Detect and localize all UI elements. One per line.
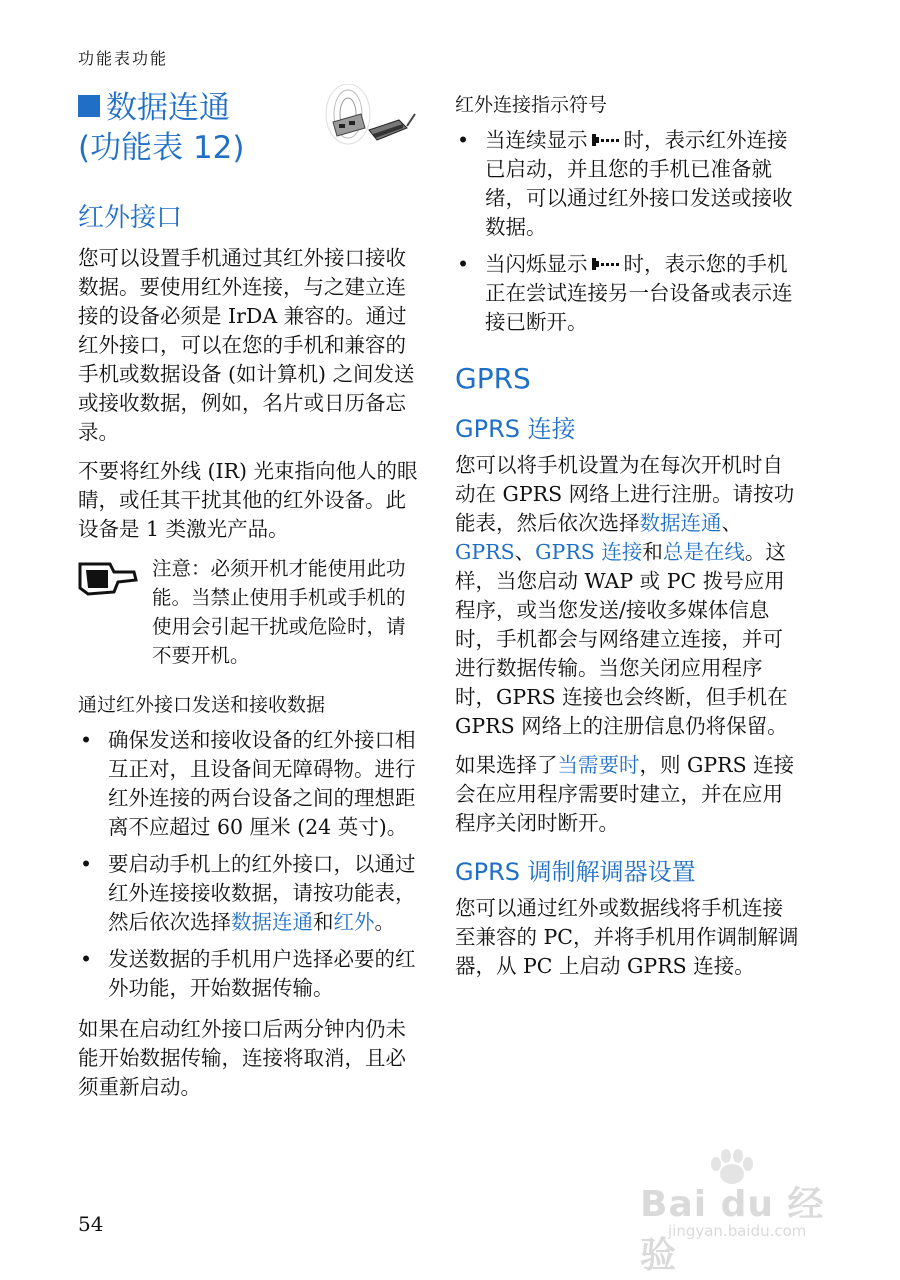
left-column — [78, 88, 423, 1112]
paragraph-ir-timeout: 如果在启动红外接口后两分钟内仍未能开始数据传输，连接将取消，且必须重新启动。 — [78, 1017, 406, 1099]
send-receive-list — [78, 726, 423, 1003]
menu-link-data-connect: 数据连通 — [639, 511, 722, 535]
menu-link-gprs-connection: GPRS 连接 — [535, 540, 643, 564]
note-text: 注意：必须开机才能使用此功能。当禁止使用手机或手机的使用会引起干扰或危险时，请不要开机。 — [152, 557, 406, 667]
paragraph-gprs-when-needed: 如果选择了当需要时，则 GPRS 连接会在应用程序需要时建立，并在应用程序关闭时断开。 — [455, 753, 795, 835]
menu-link-always-online: 总是在线 — [662, 540, 745, 564]
menu-term: 功能表 — [333, 881, 395, 905]
list-item: • 当闪烁显示 时，表示您的手机正在尝试连接另一台设备或表示连接已断开。 — [457, 252, 793, 334]
watermark-url: jingyan.baidu.com — [668, 1222, 807, 1240]
menu-term: 功能表 — [455, 482, 795, 535]
chapter-title — [78, 88, 423, 168]
section-heading-infrared: 红外接口 — [78, 203, 183, 233]
paragraph-ir-warning: 不要将红外线 (IR) 光束指向他人的眼睛，或任其干扰其他的红外设备。此设备是 1 类激光产品。 — [78, 459, 418, 541]
square-bullet-icon — [78, 95, 100, 117]
menu-link-data-connect: 数据连通 — [231, 910, 313, 934]
note-hand-icon — [78, 558, 138, 602]
paragraph-ir-intro: 您可以设置手机通过其红外接口接收数据。要使用红外连接，与之建立连接的设备必须是 IrDA 兼容的。通过红外接口，可以在您的手机和兼容的手机或数据设备 (如计算机) 之间发送或接收数据，例如，名片或日历备忘录。 — [78, 246, 415, 444]
watermark-logo: Bai du 经验 — [640, 1184, 825, 1276]
list-item: • 当连续显示 时，表示红外连接已启动，并且您的手机已准备就绪，可以通过红外接口发送或接收数据。 — [457, 128, 793, 239]
subheading-ir-indicator: 红外连接指示符号 — [455, 94, 608, 116]
note-box — [78, 554, 423, 670]
ir-indicator-icon — [591, 255, 621, 273]
menu-link-infrared: 红外 — [333, 910, 375, 934]
menu-link-gprs: GPRS — [455, 540, 515, 564]
page-number: 54 — [78, 1212, 104, 1236]
menu-link-when-needed: 当需要时 — [557, 753, 640, 777]
paragraph-gprs-modem: 您可以通过红外或数据线将手机连接至兼容的 PC，并将手机用作调制解调器，从 PC 上启动 GPRS 连接。 — [455, 896, 799, 978]
baidu-watermark — [640, 1148, 860, 1276]
ir-indicator-icon — [591, 131, 621, 149]
indicator-list — [455, 126, 800, 337]
list-item: • 要启动手机上的红外接口，以通过红外连接接收数据，请按功能表，然后依次选择数据连通和红外。 — [80, 852, 416, 934]
running-header: 功能表功能 — [78, 49, 169, 68]
infrared-devices-icon — [303, 84, 423, 164]
subheading-send-receive: 通过红外接口发送和接收数据 — [78, 694, 326, 716]
right-column — [455, 88, 800, 991]
list-item: • 发送数据的手机用户选择必要的红外功能，开始数据传输。 — [80, 947, 416, 1000]
paragraph-gprs-connection: 您可以将手机设置为在每次开机时自动在 GPRS 网络上进行注册。请按功能表，然后依次选择数据连通、GPRS、GPRS 连接和总是在线。这样，当您启动 WAP 或 PC 拨号应用程序，或当您发送/接收多媒体信息时，手机都会与网络建立连接，并可进行数据传输。当您关闭应用程序时，GPRS 连接也会终断，但手机在 GPRS 网络上的注册信息仍将保留。 — [455, 453, 795, 738]
chapter-title-line2: (功能表 12) — [78, 130, 245, 166]
chapter-title-line1: 数据连通 — [78, 88, 245, 128]
section-heading-gprs: GPRS — [455, 362, 531, 395]
subheading-gprs-connection: GPRS 连接 — [455, 415, 576, 443]
subheading-gprs-modem: GPRS 调制解调器设置 — [455, 858, 696, 886]
list-item: • 确保发送和接收设备的红外接口相互正对，且设备间无障碍物。进行红外连接的两台设备之间的理想距离不应超过 60 厘米 (24 英寸)。 — [80, 728, 416, 839]
